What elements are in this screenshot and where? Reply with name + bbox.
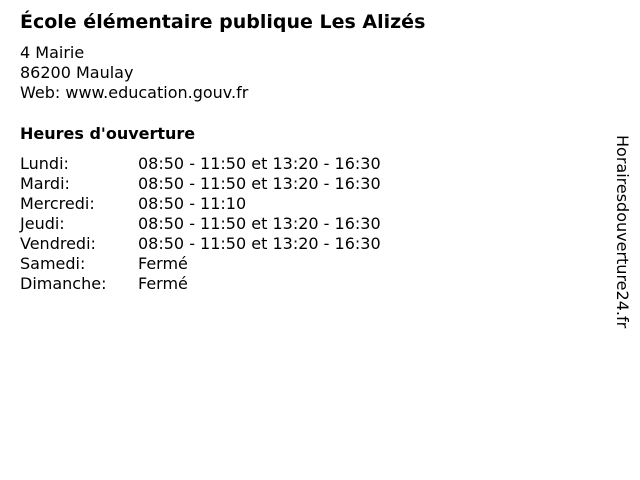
time-value: 08:50 - 11:50 et 13:20 - 16:30 [138, 154, 381, 173]
day-label: Mercredi: [20, 194, 95, 213]
hours-row-dimanche [20, 274, 381, 294]
time-value: Fermé [138, 274, 188, 293]
hours-row-jeudi [20, 214, 381, 234]
day-label: Lundi: [20, 154, 69, 173]
time-value: 08:50 - 11:50 et 13:20 - 16:30 [138, 174, 381, 193]
hours-row-vendredi [20, 234, 381, 254]
hours-heading: Heures d'ouverture [20, 124, 196, 143]
day-label: Samedi: [20, 254, 86, 273]
page-title: École élémentaire publique Les Alizés [20, 11, 426, 33]
day-label: Mardi: [20, 174, 70, 193]
time-value: 08:50 - 11:10 [138, 194, 247, 213]
time-value: Fermé [138, 254, 188, 273]
hours-row-lundi [20, 154, 381, 174]
hours-row-mercredi [20, 194, 381, 214]
website-text: Web: www.education.gouv.fr [20, 83, 249, 102]
time-value: 08:50 - 11:50 et 13:20 - 16:30 [138, 214, 381, 233]
watermark-text: Horairesdouverture24.fr [613, 135, 632, 329]
day-label: Vendredi: [20, 234, 96, 253]
address-block [20, 43, 248, 103]
address-street: 4 Mairie [20, 43, 85, 62]
day-label: Dimanche: [20, 274, 107, 293]
hours-table [20, 154, 381, 294]
address-city: 86200 Maulay [20, 63, 134, 82]
hours-row-mardi [20, 174, 381, 194]
day-label: Jeudi: [20, 214, 65, 233]
hours-row-samedi [20, 254, 381, 274]
time-value: 08:50 - 11:50 et 13:20 - 16:30 [138, 234, 381, 253]
